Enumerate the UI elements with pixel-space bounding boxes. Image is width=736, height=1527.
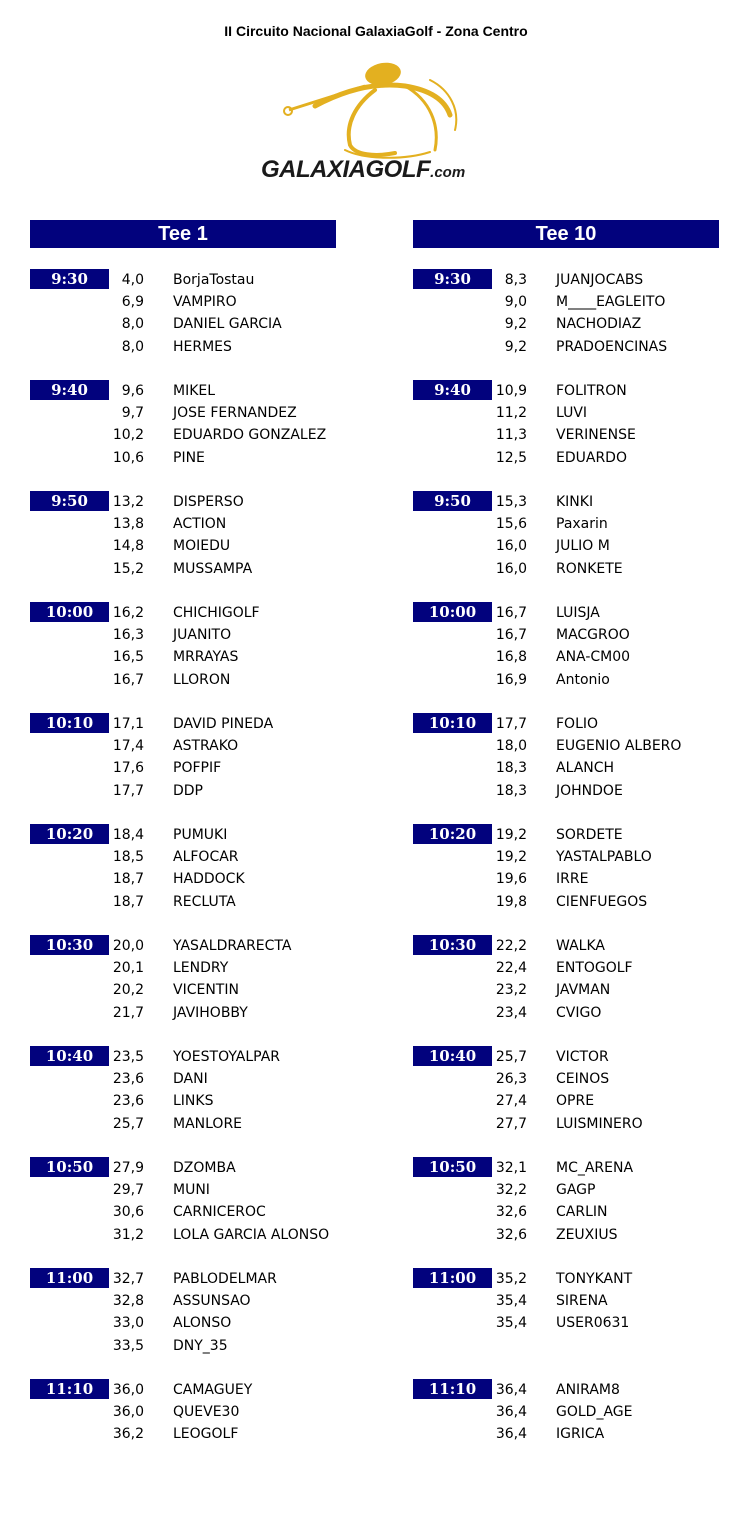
player-name: ALANCH — [556, 760, 615, 777]
player-handicap: 33,0 — [112, 1315, 144, 1332]
player-handicap: 29,7 — [112, 1182, 144, 1199]
player-handicap: 36,0 — [112, 1404, 144, 1421]
player-row — [413, 1312, 719, 1334]
player-name: LINKS — [173, 1093, 214, 1110]
player-row — [413, 1002, 719, 1024]
player-name: MUNI — [173, 1182, 210, 1199]
player-handicap: 18,4 — [112, 827, 144, 843]
player-name: MOIEDU — [173, 538, 231, 555]
player-row — [30, 1335, 336, 1357]
player-name: QUEVE30 — [173, 1404, 240, 1421]
player-name: USER0631 — [556, 1315, 630, 1332]
tee-time-badge: 9:50 — [30, 491, 109, 511]
tee-time-badge: 9:40 — [413, 380, 492, 400]
player-name: ALFOCAR — [173, 849, 239, 866]
player-name: YOESTOYALPAR — [173, 1049, 281, 1065]
player-name: JOSE FERNANDEZ — [173, 405, 297, 422]
player-row — [30, 780, 336, 802]
player-name: JOHNDOE — [556, 782, 623, 799]
player-row — [30, 669, 336, 691]
player-handicap: 26,3 — [495, 1071, 527, 1088]
player-handicap: 35,4 — [495, 1315, 527, 1332]
player-name: EDUARDO — [556, 449, 627, 466]
player-handicap: 17,1 — [112, 716, 144, 732]
player-name: LLORON — [173, 671, 231, 688]
player-handicap: 23,6 — [112, 1071, 144, 1088]
player-row — [413, 336, 719, 358]
player-handicap: 19,6 — [495, 871, 527, 888]
player-handicap: 20,0 — [112, 938, 144, 954]
player-handicap: 14,8 — [112, 538, 144, 555]
player-name: MC_ARENA — [556, 1160, 634, 1176]
player-handicap: 18,3 — [495, 782, 527, 799]
player-name: JUANITO — [173, 627, 232, 644]
player-handicap: 18,7 — [112, 871, 144, 888]
player-name: MIKEL — [173, 383, 216, 399]
player-row — [30, 313, 336, 335]
player-handicap: 27,7 — [495, 1115, 527, 1132]
player-row — [413, 558, 719, 580]
player-name: VERINENSE — [556, 427, 636, 444]
player-handicap: 22,4 — [495, 960, 527, 977]
player-handicap: 16,7 — [112, 671, 144, 688]
tee-1-groups — [30, 269, 336, 1490]
player-handicap: 35,4 — [495, 1293, 527, 1310]
player-name: NACHODIAZ — [556, 316, 642, 333]
tee-time-group — [30, 935, 336, 1046]
tee-time-badge: 11:00 — [413, 1268, 492, 1288]
player-name: ASTRAKO — [173, 738, 239, 755]
tee-time-badge: 10:40 — [30, 1046, 109, 1066]
player-row — [30, 513, 336, 535]
player-row — [30, 1002, 336, 1024]
player-row — [30, 291, 336, 313]
player-handicap: 36,4 — [495, 1382, 527, 1398]
player-row — [413, 868, 719, 890]
player-name: FOLIO — [556, 716, 599, 732]
player-handicap: 15,3 — [495, 494, 527, 510]
tee-time-group — [413, 935, 719, 1046]
tee-time-group — [30, 713, 336, 824]
player-name: LUVI — [556, 405, 588, 422]
tee-time-group — [30, 1046, 336, 1157]
player-row — [413, 1290, 719, 1312]
player-handicap: 16,0 — [495, 560, 527, 577]
player-name: POFPIF — [173, 760, 222, 777]
tee-time-badge: 9:40 — [30, 380, 109, 400]
player-row — [30, 336, 336, 358]
player-name: MANLORE — [173, 1115, 243, 1132]
player-handicap: 13,8 — [112, 516, 144, 533]
player-handicap: 31,2 — [112, 1226, 144, 1243]
player-row — [30, 646, 336, 668]
player-name: MACGROO — [556, 627, 630, 644]
player-handicap: 17,6 — [112, 760, 144, 777]
player-name: OPRE — [556, 1093, 595, 1110]
player-row — [413, 535, 719, 557]
player-row — [413, 735, 719, 757]
tee-time-group — [413, 602, 719, 713]
player-row — [30, 402, 336, 424]
player-handicap: 8,3 — [504, 272, 527, 288]
tee-1-header: Tee 1 — [30, 220, 336, 248]
player-handicap: 17,4 — [112, 738, 144, 755]
player-name: CARNICEROC — [173, 1204, 266, 1221]
player-name: GAGP — [556, 1182, 596, 1199]
tee-time-badge: 10:40 — [413, 1046, 492, 1066]
player-row — [30, 846, 336, 868]
player-row — [413, 624, 719, 646]
tee-time-group — [30, 1268, 336, 1379]
tee-time-badge: 10:30 — [413, 935, 492, 955]
player-handicap: 16,7 — [495, 627, 527, 644]
player-handicap: 19,8 — [495, 893, 527, 910]
player-name: LUISMINERO — [556, 1115, 643, 1132]
player-handicap: 23,4 — [495, 1004, 527, 1021]
player-row — [30, 1179, 336, 1201]
player-name: YASALDRARECTA — [173, 938, 292, 954]
tee-time-group — [30, 380, 336, 491]
player-name: ANIRAM8 — [556, 1382, 620, 1398]
player-row — [413, 1423, 719, 1445]
player-handicap: 16,8 — [495, 649, 527, 666]
player-row — [413, 402, 719, 424]
player-name: ENTOGOLF — [556, 960, 633, 977]
player-row — [413, 646, 719, 668]
tee-time-badge: 10:10 — [413, 713, 492, 733]
player-handicap: 32,7 — [112, 1271, 144, 1287]
player-handicap: 30,6 — [112, 1204, 144, 1221]
player-handicap: 21,7 — [112, 1004, 144, 1021]
player-row — [30, 558, 336, 580]
player-handicap: 27,4 — [495, 1093, 527, 1110]
player-handicap: 32,8 — [112, 1293, 144, 1310]
logo-wordmark-text: GALAXIAGOLF — [261, 156, 431, 183]
player-handicap: 9,2 — [504, 316, 527, 333]
tee-time-badge: 9:30 — [30, 269, 109, 289]
tee-time-group — [413, 1157, 719, 1268]
tee-time-group — [413, 1268, 719, 1379]
tee-10-header: Tee 10 — [413, 220, 719, 248]
player-name: DISPERSO — [173, 494, 244, 510]
tee-time-badge: 9:50 — [413, 491, 492, 511]
player-name: ALONSO — [173, 1315, 232, 1332]
player-row — [30, 735, 336, 757]
player-row — [413, 846, 719, 868]
player-handicap: 16,7 — [495, 605, 527, 621]
player-handicap: 23,2 — [495, 982, 527, 999]
player-name: M____EAGLEITO — [556, 294, 666, 311]
player-handicap: 36,0 — [112, 1382, 144, 1398]
player-name: VICTOR — [556, 1049, 609, 1065]
player-handicap: 17,7 — [495, 716, 527, 732]
player-name: VAMPIRO — [173, 294, 237, 311]
tee-time-badge: 10:50 — [413, 1157, 492, 1177]
player-name: RECLUTA — [173, 893, 236, 910]
player-handicap: 11,3 — [495, 427, 527, 444]
player-handicap: 9,6 — [121, 383, 144, 399]
player-handicap: 15,2 — [112, 560, 144, 577]
player-handicap: 10,6 — [112, 449, 144, 466]
tee-time-badge: 10:20 — [30, 824, 109, 844]
tee-time-group — [413, 1046, 719, 1157]
player-name: SORDETE — [556, 827, 623, 843]
player-row — [30, 1224, 336, 1246]
player-row — [413, 1201, 719, 1223]
player-row — [30, 979, 336, 1001]
player-row — [30, 1201, 336, 1223]
player-row — [30, 424, 336, 446]
player-row — [413, 513, 719, 535]
player-name: LENDRY — [173, 960, 229, 977]
player-name: JAVIHOBBY — [173, 1004, 248, 1021]
player-handicap: 9,2 — [504, 338, 527, 355]
player-handicap: 16,2 — [112, 605, 144, 621]
player-name: Antonio — [556, 671, 610, 688]
player-handicap: 20,2 — [112, 982, 144, 999]
player-handicap: 10,2 — [112, 427, 144, 444]
player-handicap: 32,6 — [495, 1226, 527, 1243]
player-name: DZOMBA — [173, 1160, 236, 1176]
player-handicap: 18,0 — [495, 738, 527, 755]
player-name: LEOGOLF — [173, 1426, 239, 1443]
player-row — [30, 1090, 336, 1112]
player-name: JULIO M — [556, 538, 610, 555]
player-name: FOLITRON — [556, 383, 627, 399]
player-row — [30, 891, 336, 913]
player-name: TONYKANT — [556, 1271, 633, 1287]
tee-time-group — [30, 1157, 336, 1268]
player-handicap: 23,5 — [112, 1049, 144, 1065]
tee-time-group — [413, 491, 719, 602]
player-handicap: 27,9 — [112, 1160, 144, 1176]
tee-time-group — [413, 824, 719, 935]
player-name: HERMES — [173, 338, 232, 355]
tee-time-group — [413, 1379, 719, 1490]
player-name: JUANJOCABS — [556, 272, 644, 288]
player-row — [413, 1113, 719, 1135]
player-handicap: 9,7 — [121, 405, 144, 422]
tee-time-badge: 10:00 — [30, 602, 109, 622]
player-name: BorjaTostau — [173, 272, 255, 288]
player-handicap: 13,2 — [112, 494, 144, 510]
player-row — [30, 1068, 336, 1090]
player-handicap: 9,0 — [504, 294, 527, 311]
player-name: EDUARDO GONZALEZ — [173, 427, 327, 444]
player-handicap: 10,9 — [495, 383, 527, 399]
player-handicap: 35,2 — [495, 1271, 527, 1287]
player-row — [413, 424, 719, 446]
player-name: PABLODELMAR — [173, 1271, 277, 1287]
player-name: DANIEL GARCIA — [173, 316, 282, 333]
player-handicap: 25,7 — [495, 1049, 527, 1065]
logo-wordmark — [261, 156, 465, 184]
player-name: ANA-CM00 — [556, 649, 631, 666]
tee-time-group — [30, 269, 336, 380]
player-name: HADDOCK — [173, 871, 245, 888]
player-name: PUMUKI — [173, 827, 228, 843]
tee-time-badge: 10:10 — [30, 713, 109, 733]
player-name: CARLIN — [556, 1204, 608, 1221]
player-name: DDP — [173, 782, 204, 799]
player-name: JAVMAN — [556, 982, 611, 999]
player-row — [413, 669, 719, 691]
player-row — [30, 957, 336, 979]
player-handicap: 32,6 — [495, 1204, 527, 1221]
tee-time-group — [413, 380, 719, 491]
player-handicap: 15,6 — [495, 516, 527, 533]
tee-time-badge: 11:10 — [413, 1379, 492, 1399]
player-name: EUGENIO ALBERO — [556, 738, 682, 755]
player-name: YASTALPABLO — [556, 849, 652, 866]
player-row — [413, 313, 719, 335]
player-name: MUSSAMPA — [173, 560, 253, 577]
tee-time-group — [413, 713, 719, 824]
player-name: IGRICA — [556, 1426, 605, 1443]
player-name: DNY_35 — [173, 1337, 228, 1354]
player-row — [413, 1068, 719, 1090]
tee-time-badge: 9:30 — [413, 269, 492, 289]
player-row — [30, 624, 336, 646]
player-handicap: 22,2 — [495, 938, 527, 954]
player-handicap: 12,5 — [495, 449, 527, 466]
player-handicap: 32,2 — [495, 1182, 527, 1199]
player-handicap: 4,0 — [121, 272, 144, 288]
player-name: CAMAGUEY — [173, 1382, 253, 1398]
player-handicap: 36,4 — [495, 1426, 527, 1443]
player-handicap: 16,3 — [112, 627, 144, 644]
player-name: DAVID PINEDA — [173, 716, 274, 732]
tee-time-group — [30, 824, 336, 935]
player-handicap: 19,2 — [495, 827, 527, 843]
player-row — [30, 1401, 336, 1423]
tee-10-groups — [413, 269, 719, 1490]
page-title: II Circuito Nacional GalaxiaGolf - Zona Centro — [224, 23, 528, 39]
player-handicap: 25,7 — [112, 1115, 144, 1132]
player-row — [413, 1224, 719, 1246]
player-row — [413, 957, 719, 979]
player-name: ACTION — [173, 516, 227, 533]
tee-time-badge: 11:00 — [30, 1268, 109, 1288]
player-handicap: 8,0 — [121, 316, 144, 333]
player-row — [413, 1401, 719, 1423]
player-name: CIENFUEGOS — [556, 893, 648, 910]
player-handicap: 6,9 — [121, 294, 144, 311]
player-row — [30, 1312, 336, 1334]
player-row — [30, 757, 336, 779]
tee-10-column — [413, 220, 719, 1490]
player-row — [413, 979, 719, 1001]
player-row — [30, 535, 336, 557]
player-handicap: 20,1 — [112, 960, 144, 977]
player-name: LUISJA — [556, 605, 600, 621]
player-row — [30, 447, 336, 469]
player-row — [30, 868, 336, 890]
player-row — [30, 1290, 336, 1312]
player-name: CHICHIGOLF — [173, 605, 260, 621]
tee-time-badge: 11:10 — [30, 1379, 109, 1399]
tee-time-badge: 10:50 — [30, 1157, 109, 1177]
player-row — [413, 757, 719, 779]
player-name: CVIGO — [556, 1004, 602, 1021]
player-name: MRRAYAS — [173, 649, 239, 666]
player-handicap: 32,1 — [495, 1160, 527, 1176]
player-handicap: 16,9 — [495, 671, 527, 688]
player-name: PINE — [173, 449, 205, 466]
player-name: SIRENA — [556, 1293, 608, 1310]
player-name: KINKI — [556, 494, 594, 510]
player-row — [413, 780, 719, 802]
player-name: GOLD_AGE — [556, 1404, 633, 1421]
player-row — [413, 1090, 719, 1112]
player-name: PRADOENCINAS — [556, 338, 668, 355]
player-handicap: 23,6 — [112, 1093, 144, 1110]
player-handicap: 8,0 — [121, 338, 144, 355]
player-name: ASSUNSAO — [173, 1293, 251, 1310]
player-name: Paxarin — [556, 516, 608, 533]
player-handicap: 16,5 — [112, 649, 144, 666]
player-name: CEINOS — [556, 1071, 610, 1088]
player-row — [30, 1113, 336, 1135]
tee-time-group — [30, 491, 336, 602]
player-name: WALKA — [556, 938, 605, 954]
player-handicap: 11,2 — [495, 405, 527, 422]
player-name: DANI — [173, 1071, 208, 1088]
player-handicap: 18,7 — [112, 893, 144, 910]
player-name: RONKETE — [556, 560, 623, 577]
tee-time-group — [413, 269, 719, 380]
player-row — [413, 291, 719, 313]
tee-time-group — [30, 602, 336, 713]
player-name: ZEUXIUS — [556, 1226, 618, 1243]
tee-time-group — [30, 1379, 336, 1490]
galaxiagolf-logo — [255, 60, 505, 188]
player-handicap: 33,5 — [112, 1337, 144, 1354]
player-name: LOLA GARCIA ALONSO — [173, 1226, 330, 1243]
player-handicap: 36,4 — [495, 1404, 527, 1421]
player-name: IRRE — [556, 871, 589, 888]
player-handicap: 18,3 — [495, 760, 527, 777]
tee-time-badge: 10:00 — [413, 602, 492, 622]
player-handicap: 17,7 — [112, 782, 144, 799]
player-row — [30, 1423, 336, 1445]
player-handicap: 16,0 — [495, 538, 527, 555]
player-row — [413, 447, 719, 469]
player-handicap: 18,5 — [112, 849, 144, 866]
player-handicap: 19,2 — [495, 849, 527, 866]
player-row — [413, 1179, 719, 1201]
logo-wordmark-suffix: .com — [430, 164, 466, 181]
player-name: VICENTIN — [173, 982, 239, 999]
tee-time-badge: 10:30 — [30, 935, 109, 955]
player-handicap: 36,2 — [112, 1426, 144, 1443]
player-row — [413, 891, 719, 913]
tee-1-column — [30, 220, 336, 1490]
tee-time-badge: 10:20 — [413, 824, 492, 844]
